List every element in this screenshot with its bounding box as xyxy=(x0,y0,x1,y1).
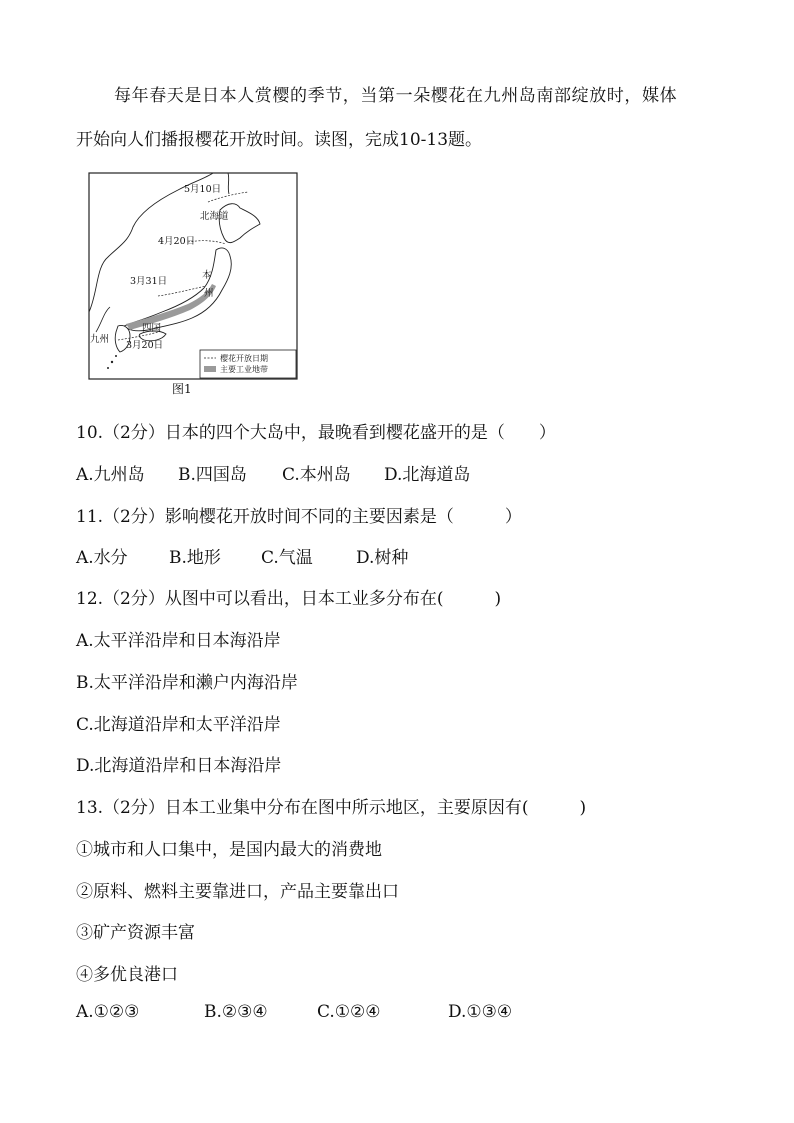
q12-option-c: C.北海道沿岸和太平洋沿岸 xyxy=(76,715,281,735)
q10-option-b: B.四国岛 xyxy=(178,465,247,485)
q10-option-a: A.九州岛 xyxy=(76,465,145,485)
q12-option-b: B.太平洋沿岸和濑户内海沿岸 xyxy=(76,673,298,693)
question-12-stem: 12.（2分）从图中可以看出，日本工业多分布在( ) xyxy=(76,589,502,609)
q13-statement-4: ④多优良港口 xyxy=(76,965,178,985)
figure-caption: 图1 xyxy=(172,382,192,396)
q13-statement-3: ③矿产资源丰富 xyxy=(76,923,195,943)
q13-statement-2: ②原料、燃料主要靠进口，产品主要靠出口 xyxy=(76,882,399,902)
island-dot xyxy=(107,367,109,369)
q10-option-c: C.本州岛 xyxy=(282,465,351,485)
sakhalin-coast xyxy=(228,173,229,194)
label-hokkaido: 北海道 xyxy=(200,211,229,222)
q13-statement-1: ①城市和人口集中，是国内最大的消费地 xyxy=(76,840,382,860)
island-dot xyxy=(111,361,113,363)
label-apr20: 4月20日 xyxy=(158,236,196,247)
legend-industrial-swatch xyxy=(204,366,216,372)
intro-line-1: 每年春天是日本人赏樱的季节，当第一朵樱花在九州岛南部绽放时，媒体 xyxy=(114,86,678,106)
intro-line-2: 开始向人们播报樱花开放时间。读图，完成10-13题。 xyxy=(76,130,483,150)
island-dot xyxy=(115,355,117,357)
map-legend xyxy=(200,350,296,378)
q11-option-a: A.水分 xyxy=(76,548,128,568)
q12-option-a: A.太平洋沿岸和日本海沿岸 xyxy=(76,631,281,651)
q11-option-d: D.树种 xyxy=(356,548,409,568)
label-mar31: 3月31日 xyxy=(130,276,168,287)
label-may10: 5月10日 xyxy=(184,184,222,195)
label-shu: 州 xyxy=(204,288,214,299)
q13-option-d: D.①③④ xyxy=(448,1002,513,1022)
label-shikoku: 四国 xyxy=(142,323,162,334)
label-hon: 本 xyxy=(202,270,212,281)
label-kyushu: 九州 xyxy=(90,334,110,345)
japan-map xyxy=(88,172,298,382)
question-11-stem: 11.（2分）影响樱花开放时间不同的主要因素是（ ） xyxy=(76,507,522,527)
q13-option-c: C.①②④ xyxy=(317,1002,381,1022)
q11-option-c: C.气温 xyxy=(261,548,313,568)
question-10-stem: 10.（2分）日本的四个大岛中，最晚看到樱花盛开的是（ ） xyxy=(76,423,556,443)
japan-map-figure xyxy=(88,172,298,382)
q10-option-d: D.北海道岛 xyxy=(384,465,471,485)
q11-option-b: B.地形 xyxy=(169,548,221,568)
q13-option-b: B.②③④ xyxy=(204,1002,268,1022)
legend-bloom-date: 樱花开放日期 xyxy=(220,354,268,363)
intro-paragraph xyxy=(76,74,726,162)
question-13-stem: 13.（2分）日本工业集中分布在图中所示地区，主要原因有( ) xyxy=(76,798,587,818)
q13-option-a: A.①②③ xyxy=(76,1002,140,1022)
q12-option-d: D.北海道沿岸和日本海沿岸 xyxy=(76,756,282,776)
legend-industrial-belt: 主要工业地带 xyxy=(220,365,268,374)
label-mar20: 3月20日 xyxy=(126,340,164,351)
